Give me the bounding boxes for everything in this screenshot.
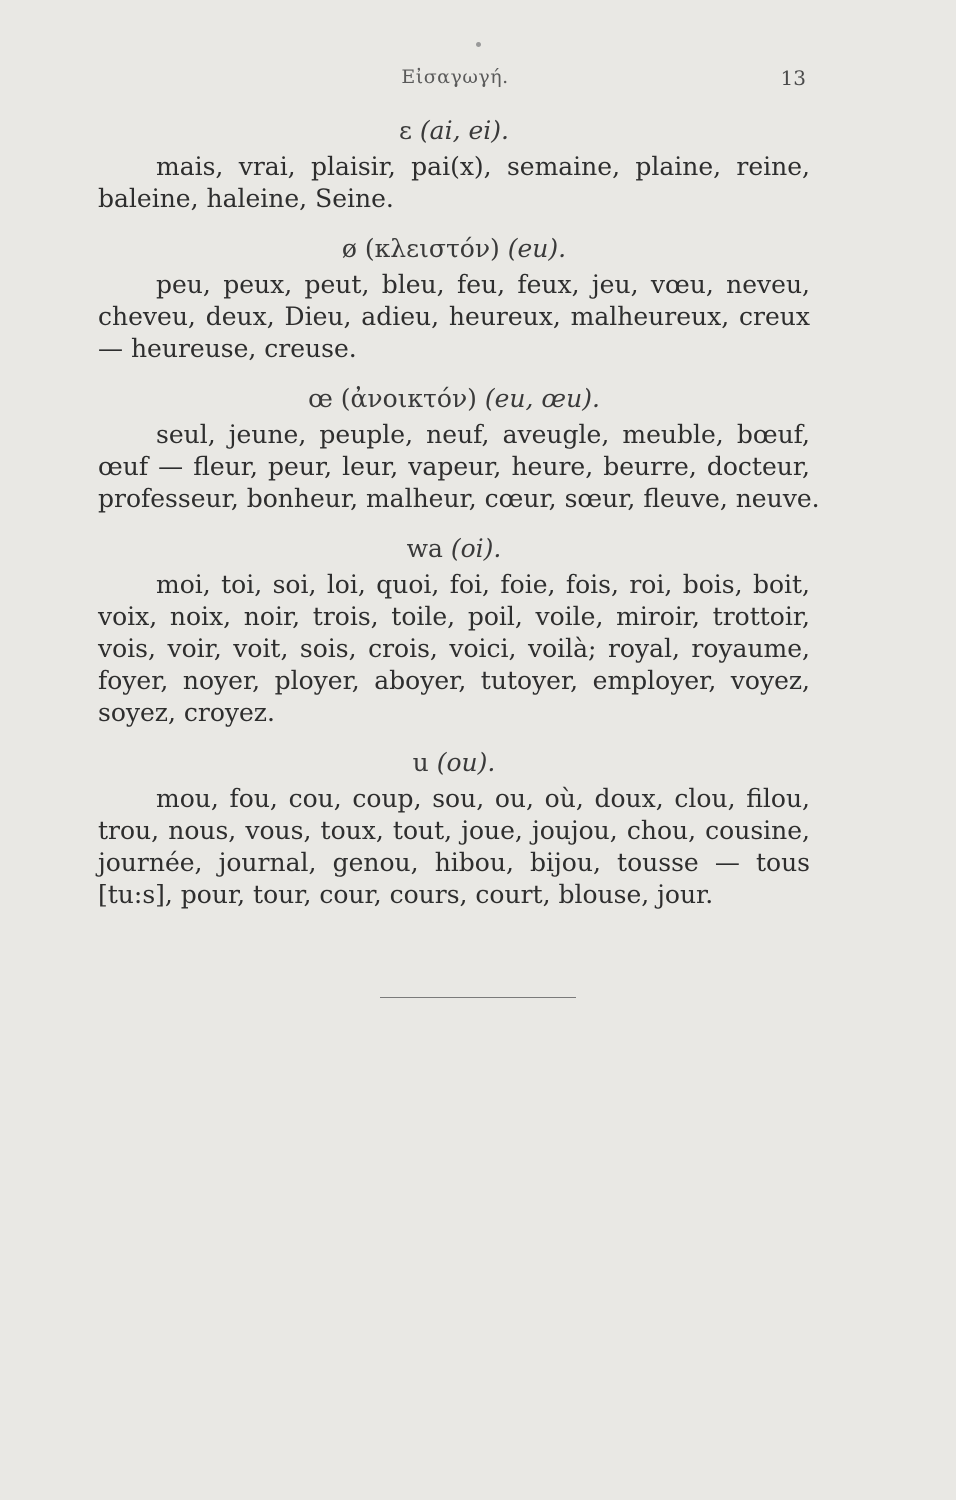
text-line: mou, fou, cou, coup, sou, ou, où, doux, clou, filou, — [156, 784, 810, 813]
text-line: cheveu, deux, Dieu, adieu, heureux, malheureux, creux — [98, 302, 810, 331]
text-line: voix, noix, noir, trois, toile, poil, voile, miroir, trottoir, — [98, 602, 810, 631]
phonetic-marker: wa — [406, 534, 443, 563]
text-line: peu, peux, peut, bleu, feu, feux, jeu, vœu, neveu, — [156, 270, 810, 299]
phonetic-marker: u — [412, 748, 429, 777]
spelling-key: (ou). — [436, 748, 496, 777]
text-line: professeur, bonheur, malheur, cœur, sœur, fleuve, neuve. — [98, 484, 820, 513]
section-head-oi — [98, 533, 810, 565]
section-head-e — [98, 115, 810, 147]
text-line: foyer, noyer, ployer, aboyer, tutoyer, employer, voyez, — [98, 666, 810, 695]
running-title: Εἰσαγωγή. — [401, 66, 509, 88]
section-head-ou — [98, 747, 810, 779]
text-line: [tu:s], pour, tour, cour, cours, court, blouse, jour. — [98, 880, 714, 909]
text-line: seul, jeune, peuple, neuf, aveugle, meuble, bœuf, — [156, 420, 810, 449]
text-line: — heureuse, creuse. — [98, 334, 357, 363]
spelling-key: (eu). — [507, 234, 567, 263]
text-line: trou, nous, vous, toux, tout, joue, joujou, chou, cousine, — [98, 816, 810, 845]
text-line: baleine, haleine, Seine. — [98, 184, 394, 213]
text-line: mais, vrai, plaisir, pai(x), semaine, plaine, reine, — [156, 152, 810, 181]
word-list-e — [98, 151, 810, 215]
word-list-oi — [98, 569, 810, 729]
word-list-ou — [98, 783, 810, 911]
text-line: soyez, croyez. — [98, 698, 275, 727]
page-number: 13 — [780, 66, 806, 90]
paper-speck — [476, 42, 481, 47]
running-head — [0, 66, 956, 96]
end-rule — [380, 997, 576, 998]
spelling-key: (ai, ei). — [419, 116, 509, 145]
text-line: vois, voir, voit, sois, crois, voici, voilà; royal, royaume, — [98, 634, 810, 663]
section-head-eu-closed — [98, 233, 810, 265]
text-line: journée, journal, genou, hibou, bijou, tousse — tous — [98, 848, 810, 877]
section-head-eu-open — [98, 383, 810, 415]
word-list-eu-open — [98, 419, 820, 515]
phonetic-marker: ε — [399, 116, 412, 145]
spelling-key: (oi). — [450, 534, 502, 563]
text-line: moi, toi, soi, loi, quoi, foi, foie, fois, roi, bois, boit, — [156, 570, 810, 599]
phonetic-marker: œ (ἀνοικτόν) — [308, 384, 477, 413]
word-list-eu-closed — [98, 269, 810, 365]
body-text — [98, 115, 820, 929]
text-line: œuf — fleur, peur, leur, vapeur, heure, beurre, docteur, — [98, 452, 810, 481]
phonetic-marker: ø (κλειστόν) — [341, 234, 500, 263]
spelling-key: (eu, œu). — [484, 384, 600, 413]
